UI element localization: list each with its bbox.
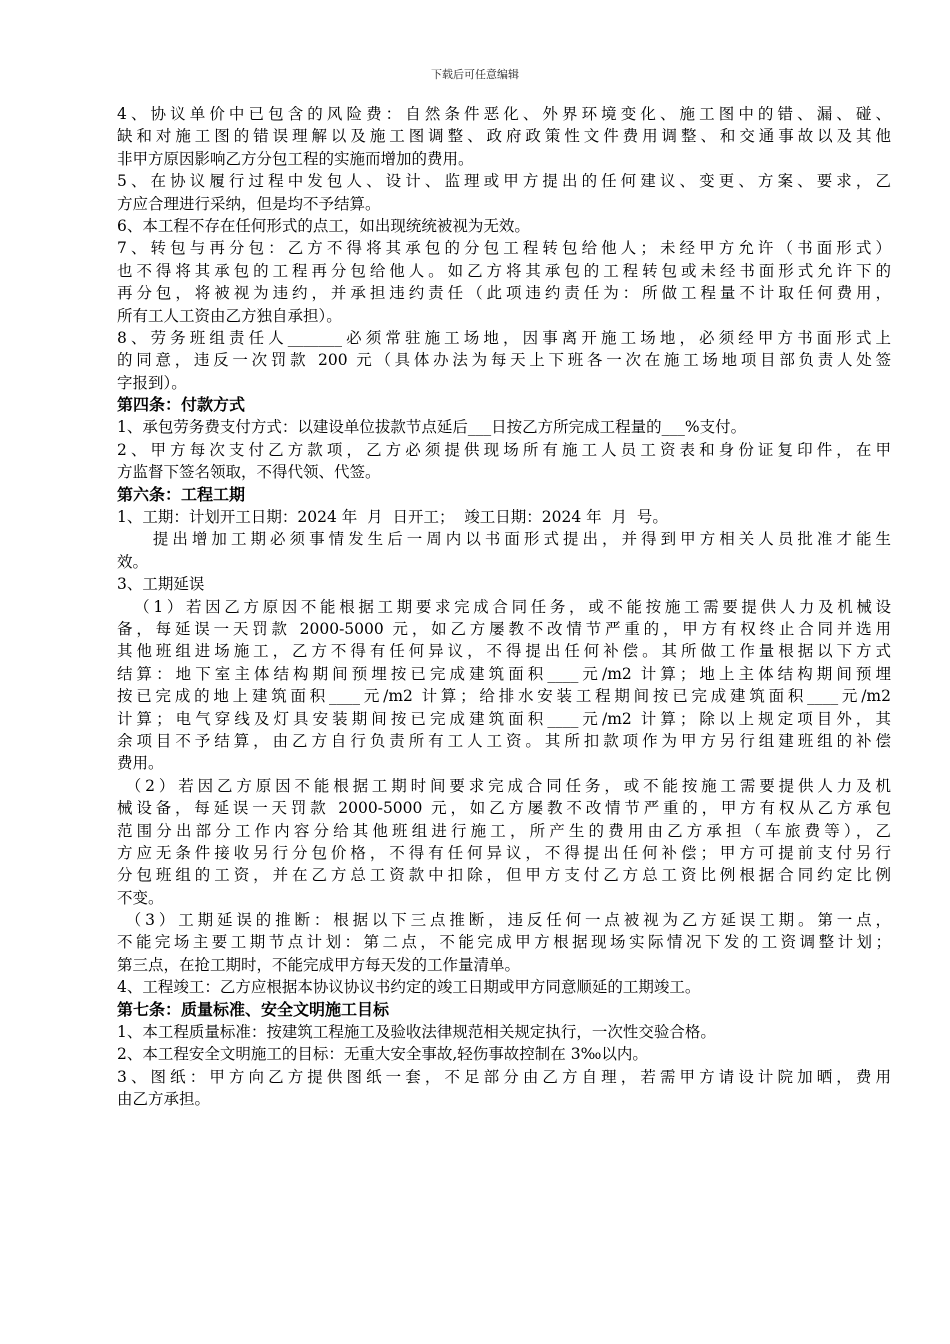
text-line: 4、工程竣工：乙方应根据本协议协议书约定的竣工日期或甲方同意顺延的工期竣工。 <box>117 978 701 997</box>
text-line: 方应合理进行采纳，但是均不予结算。 <box>117 194 381 213</box>
text-line: 不能完场主要工期节点计划：第二点，不能完成甲方根据现场实际情况下发的工资调整计划； <box>117 933 891 952</box>
text-line: 效。 <box>117 552 149 571</box>
text-line: 3、图纸：甲方向乙方提供图纸一套，不足部分由乙方自理，若需甲方请设计院加晒，费用 <box>117 1067 891 1086</box>
text-line: 备，每延误一天罚款 2000-5000 元，如乙方屡教不改情节严重的，甲方有权终止合同并选用 <box>117 619 891 638</box>
section-heading: 第六条：工程工期 <box>117 484 246 504</box>
text-line: 非甲方原因影响乙方分包工程的实施而增加的费用。 <box>117 149 474 168</box>
text-line: 字报到）。 <box>117 373 187 392</box>
text-line: 4、协议单价中已包含的风险费：自然条件恶化、外界环境变化、施工图中的错、漏、碰、 <box>117 105 891 123</box>
document-body <box>117 103 891 1111</box>
text-line: 第三点，在抢工期时，不能完成甲方每天发的工作量清单。 <box>117 955 521 974</box>
text-line: 1、本工程质量标准：按建筑工程施工及验收法律规范相关规定执行，一次性交验合格。 <box>117 1023 716 1042</box>
text-line: 7、转包与再分包：乙方不得将其承包的分包工程转包给他人；未经甲方允许（书面形式） <box>117 239 891 258</box>
text-line: 3、工期延误 <box>117 575 205 594</box>
text-line: 不变。 <box>117 888 164 907</box>
text-line: 提出增加工期必须事情发生后一周内以书面形式提出，并得到甲方相关人员批准才能生 <box>117 530 891 549</box>
text-line: 再分包，将被视为违约，并承担违约责任（此项违约责任为：所做工程量不计取任何费用， <box>117 284 891 303</box>
text-line: 其他班组进场施工，乙方不得有任何异议，不得提出任何补偿。其所做工作量根据以下方式 <box>117 642 891 661</box>
text-line: 8、劳务班组责任人_______必须常驻施工场地，因事离开施工场地，必须经甲方书面形式上 <box>117 328 891 347</box>
text-line: 2、本工程安全文明施工的目标：无重大安全事故,轻伤事故控制在 3‰以内。 <box>117 1045 648 1064</box>
page-header-note: 下载后可任意编辑 <box>431 68 519 81</box>
text-line: 结算：地下室主体结构期间预埋按已完成建筑面积____元/m2 计算；地上主体结构期间预埋 <box>117 664 891 683</box>
text-line: 5、在协议履行过程中发包人、设计、监理或甲方提出的任何建议、变更、方案、要求，乙 <box>117 172 891 191</box>
text-line: 余项目不予结算，由乙方自行负责所有工人工资。其所扣款项作为甲方另行组建班组的补偿 <box>117 731 891 750</box>
text-line: （3）工期延误的推断：根据以下三点推断，违反任何一点被视为乙方延误工期。第一点， <box>117 911 891 930</box>
text-line: 由乙方承担。 <box>117 1090 211 1109</box>
text-line: 也不得将其承包的工程再分包给他人。如乙方将其承包的工程转包或未经书面形式允许下的 <box>117 261 891 280</box>
text-line: 2、甲方每次支付乙方款项，乙方必须提供现场所有施工人员工资表和身份证复印件，在甲 <box>117 440 891 459</box>
text-line: 方监督下签名领取，不得代领、代签。 <box>117 463 381 482</box>
text-line: 方应无条件接收另行分包价格，不得有任何异议，不得提出任何补偿；甲方可提前支付另行 <box>117 843 891 862</box>
text-line: （1）若因乙方原因不能根据工期要求完成合同任务，或不能按施工需要提供人力及机械设 <box>117 597 891 616</box>
text-line: 范围分出部分工作内容分给其他班组进行施工，所产生的费用由乙方承担（车旅费等），乙 <box>117 821 891 840</box>
text-line: 1、承包劳务费支付方式：以建设单位拔款节点延后___日按乙方所完成工程量的___%支付。 <box>117 418 747 437</box>
section-heading: 第四条：付款方式 <box>117 395 246 415</box>
text-line: 计算；电气穿线及灯具安装期间按已完成建筑面积____元/m2 计算；除以上规定项目外，其 <box>117 709 891 728</box>
section-heading: 第七条：质量标准、安全文明施工目标 <box>117 999 390 1019</box>
text-line: 的同意，违反一次罚款 200 元（具体办法为每天上下班各一次在施工场地项目部负责人处签 <box>117 351 891 370</box>
text-line: 分包班组的工资，并在乙方总工资款中扣除，但甲方支付乙方总工资比例根据合同约定比例 <box>117 866 891 885</box>
text-line: 缺和对施工图的错误理解以及施工图调整、政府政策性文件费用调整、和交通事故以及其他 <box>117 127 891 146</box>
text-line: （2）若因乙方原因不能根据工期时间要求完成合同任务，或不能按施工需要提供人力及机 <box>117 776 891 795</box>
text-line: 械设备，每延误一天罚款 2000-5000 元，如乙方屡教不改情节严重的，甲方有权从乙方承包 <box>117 799 891 818</box>
text-line: 费用。 <box>117 754 164 773</box>
text-line: 所有工人工资由乙方独自承担）。 <box>117 306 342 325</box>
text-line: 按已完成的地上建筑面积____元/m2 计算；给排水安装工程期间按已完成建筑面积____元/m2 <box>117 687 891 706</box>
text-line: 1、工期：计划开工日期：2024 年 月 日开工； 竣工日期：2024 年 月 号。 <box>117 508 668 527</box>
text-line: 6、本工程不存在任何形式的点工，如出现统统被视为无效。 <box>117 216 530 235</box>
